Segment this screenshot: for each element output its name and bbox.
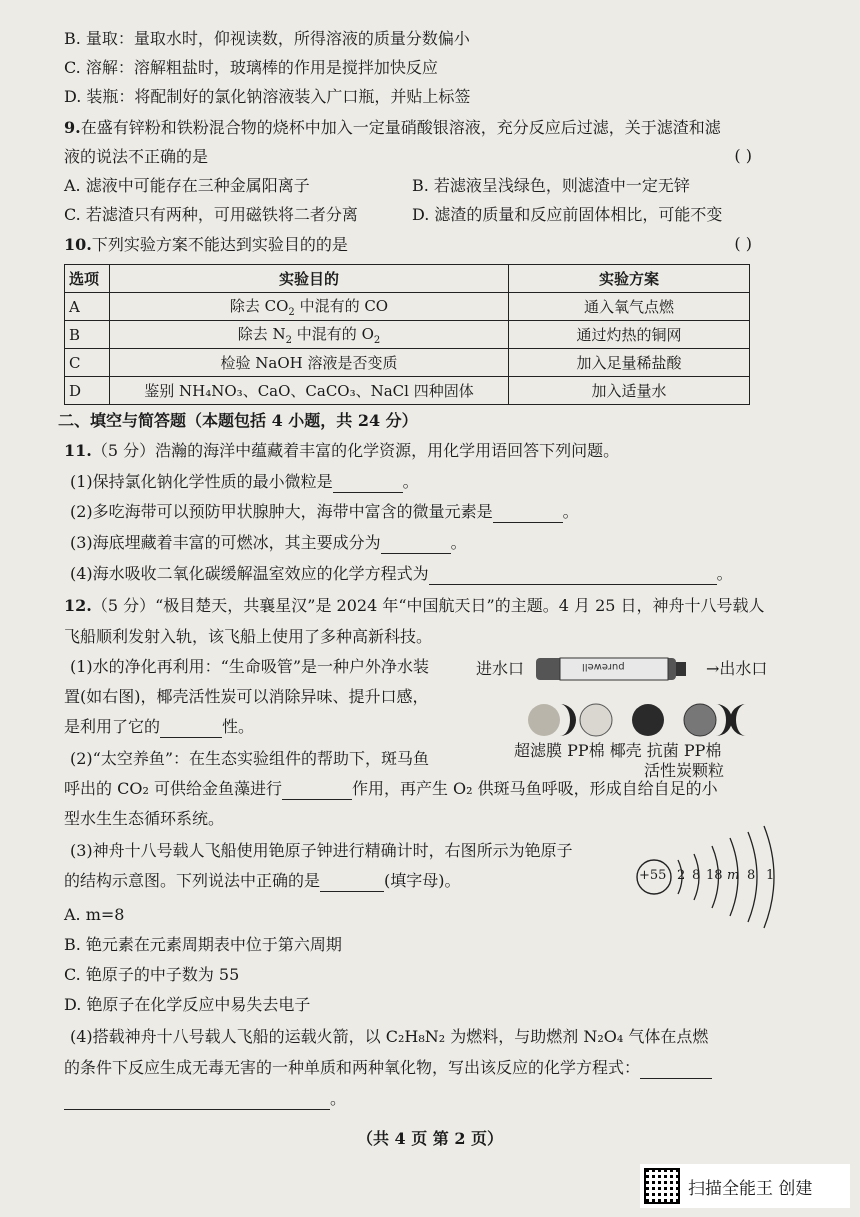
q10-stem bbox=[64, 234, 348, 256]
q12-p3-line1: (3)神舟十八号载人飞船使用铯原子钟进行精确计时，右图所示为铯原子 bbox=[70, 841, 573, 860]
arrow-right-icon: → bbox=[706, 659, 720, 678]
goal-text-post: 中混有的 O bbox=[292, 325, 374, 343]
q12-p2b: 呼出的 CO₂ 可供给金鱼藻进行 bbox=[64, 779, 282, 798]
answer-blank[interactable] bbox=[160, 721, 222, 738]
q9-answer-paren: ( ) bbox=[734, 146, 752, 165]
q12-p4-line1: (4)搭载神舟十八号载人飞船的运载火箭，以 C₂H₈N₂ 为燃料，与助燃剂 N₂O₄ 气体在点燃 bbox=[70, 1027, 709, 1046]
q11-part3 bbox=[70, 532, 467, 554]
q11-p3-text: (3)海底埋藏着丰富的可燃冰，其主要成分为 bbox=[70, 533, 381, 552]
q12-p1-line1: (1)水的净化再利用：“生命吸管”是一种户外净水装 bbox=[70, 657, 430, 676]
row-option: D bbox=[65, 377, 110, 405]
header-goal: 实验目的 bbox=[110, 265, 509, 293]
q9-option-c: C. 若滤渣只有两种，可用磁铁将二者分离 bbox=[64, 205, 358, 224]
q10-header-row bbox=[65, 265, 750, 293]
row-plan: 加入适量水 bbox=[509, 377, 750, 405]
answer-blank[interactable] bbox=[333, 476, 403, 493]
q12-p2-line2 bbox=[64, 778, 718, 800]
q12-p4-line3 bbox=[64, 1088, 346, 1110]
row-option: A bbox=[65, 293, 110, 321]
q12-p1c: 是利用了它的 bbox=[64, 717, 161, 736]
q9-option-a: A. 滤液中可能存在三种金属阳离子 bbox=[64, 176, 310, 195]
period: 。 bbox=[330, 1089, 347, 1108]
row-goal: 检验 NaOH 溶液是否变质 bbox=[110, 349, 509, 377]
goal-text-post: 中混有的 CO bbox=[294, 297, 389, 315]
table-row bbox=[65, 293, 750, 321]
q9-stem-line2: 液的说法不正确的是 bbox=[64, 147, 209, 166]
cesium-atom-diagram bbox=[632, 822, 782, 932]
q11-number: 11. bbox=[64, 441, 92, 460]
q12-stem-line1 bbox=[64, 595, 765, 617]
q12-p3-option-b: B. 铯元素在元素周期表中位于第六周期 bbox=[64, 935, 342, 954]
row-goal bbox=[110, 293, 509, 321]
row-plan: 通过灼热的铜网 bbox=[509, 321, 750, 349]
answer-blank[interactable] bbox=[282, 783, 352, 800]
q8-option-b: B. 量取：量取水时，仰视读数，所得溶液的质量分数偏小 bbox=[64, 29, 470, 48]
row-plan: 加入足量稀盐酸 bbox=[509, 349, 750, 377]
q9-option-b: B. 若滤液呈浅绿色，则滤渣中一定无锌 bbox=[412, 176, 690, 195]
shell-1: 2 bbox=[677, 868, 686, 883]
table-row bbox=[65, 321, 750, 349]
goal-sub2: 2 bbox=[373, 335, 381, 346]
straw-layer-labels: 超滤膜 PP棉 椰壳 抗菌 PP棉 bbox=[514, 741, 722, 760]
row-option: C bbox=[65, 349, 110, 377]
table-row bbox=[65, 349, 750, 377]
goal-text: 除去 CO bbox=[229, 297, 289, 315]
header-option: 选项 bbox=[65, 265, 110, 293]
page-footer: （共 4 页 第 2 页） bbox=[356, 1129, 504, 1148]
q12-p1d: 性。 bbox=[222, 717, 255, 736]
goal-text: 除去 N bbox=[237, 325, 286, 343]
q12-p2c: 作用，再产生 O₂ 供斑马鱼呼吸，形成自给自足的小 bbox=[351, 779, 718, 798]
q8-option-c: C. 溶解：溶解粗盐时，玻璃棒的作用是搅拌加快反应 bbox=[64, 58, 438, 77]
answer-blank[interactable] bbox=[493, 506, 563, 523]
period: 。 bbox=[716, 564, 733, 583]
shell-6: 1 bbox=[766, 868, 775, 883]
row-option: B bbox=[65, 321, 110, 349]
row-goal bbox=[110, 321, 509, 349]
row-goal: 鉴别 NH₄NO₃、CaO、CaCO₃、NaCl 四种固体 bbox=[110, 377, 509, 405]
q12-stem1: （5 分）“极目楚天，共襄星汉”是 2024 年“中国航天日”的主题。4 月 25 日，神舟十八号载人 bbox=[91, 596, 765, 615]
outlet-label bbox=[706, 656, 767, 679]
q11-stem-text: （5 分）浩瀚的海洋中蕴藏着丰富的化学资源，用化学用语回答下列问题。 bbox=[91, 441, 620, 460]
q8-option-d: D. 装瓶：将配制好的氯化钠溶液装入广口瓶，并贴上标签 bbox=[64, 87, 471, 106]
q12-p3-option-a: A. m=8 bbox=[64, 905, 125, 924]
q11-part1 bbox=[70, 471, 419, 493]
shell-2: 8 bbox=[692, 868, 701, 883]
q12-p3-option-d: D. 铯原子在化学反应中易失去电子 bbox=[64, 995, 311, 1014]
answer-blank[interactable] bbox=[429, 568, 717, 585]
shell-3: 18 bbox=[706, 868, 723, 883]
q12-stem-line2: 飞船顺利发射入轨，该飞船上使用了多种高新科技。 bbox=[64, 627, 433, 646]
row-plan: 通入氧气点燃 bbox=[509, 293, 750, 321]
qr-code-icon bbox=[644, 1168, 680, 1204]
q11-part4 bbox=[70, 563, 733, 585]
q12-p3b: 的结构示意图。下列说法中正确的是 bbox=[64, 871, 321, 890]
goal-sub: 2 bbox=[288, 307, 295, 318]
q12-p1-line2: 置(如右图)，椰壳活性炭可以消除异味、提升口感， bbox=[64, 687, 429, 706]
nucleus-charge: +55 bbox=[639, 868, 667, 883]
q12-p2-line1: (2)“太空养鱼”：在生态实验组件的帮助下，斑马鱼 bbox=[70, 749, 430, 768]
period: 。 bbox=[402, 472, 419, 491]
shell-5: 8 bbox=[747, 868, 756, 883]
q10-stem-text: 下列实验方案不能达到实验目的的是 bbox=[91, 235, 348, 254]
q12-p1-line3 bbox=[64, 716, 254, 738]
q9-option-d: D. 滤渣的质量和反应前固体相比，可能不变 bbox=[412, 205, 723, 224]
q10-number: 10. bbox=[64, 235, 92, 254]
answer-blank[interactable] bbox=[640, 1062, 712, 1079]
q9-number: 9. bbox=[64, 118, 81, 137]
period: 。 bbox=[562, 502, 579, 521]
q11-part2 bbox=[70, 501, 579, 523]
section-2-heading: 二、填空与简答题（本题包括 4 小题，共 24 分） bbox=[58, 411, 418, 430]
q11-stem bbox=[64, 440, 619, 462]
q12-p3-option-c: C. 铯原子的中子数为 55 bbox=[64, 965, 240, 984]
q12-p4-line2 bbox=[64, 1057, 712, 1079]
q10-answer-paren: ( ) bbox=[734, 234, 752, 253]
q11-p1-text: (1)保持氯化钠化学性质的最小微粒是 bbox=[70, 472, 333, 491]
scanner-watermark-text: 扫描全能王 创建 bbox=[688, 1178, 813, 1199]
answer-blank[interactable] bbox=[320, 875, 384, 892]
q9-stem1: 在盛有锌粉和铁粉混合物的烧杯中加入一定量硝酸银溶液，充分反应后过滤，关于滤渣和滤 bbox=[80, 118, 721, 137]
q12-p2-line3: 型水生生态循环系统。 bbox=[64, 809, 225, 828]
straw-brand: purewell bbox=[582, 661, 625, 672]
answer-blank[interactable] bbox=[64, 1093, 330, 1110]
q12-p3c: (填字母)。 bbox=[384, 871, 461, 890]
goal-sub: 2 bbox=[285, 335, 293, 346]
header-plan: 实验方案 bbox=[509, 265, 750, 293]
q11-p2-text: (2)多吃海带可以预防甲状腺肿大，海带中富含的微量元素是 bbox=[70, 502, 493, 521]
scanner-watermark bbox=[640, 1164, 850, 1208]
inlet-label: 进水口 bbox=[476, 659, 525, 678]
straw-layer-label2: 活性炭颗粒 bbox=[644, 761, 725, 780]
table-row bbox=[65, 377, 750, 405]
outlet-text: 出水口 bbox=[719, 659, 768, 678]
shell-4: m bbox=[727, 868, 740, 883]
q12-number: 12. bbox=[64, 596, 92, 615]
q12-p4b: 的条件下反应生成无毒无害的一种单质和两种氧化物，写出该反应的化学方程式： bbox=[64, 1058, 641, 1077]
q11-p4-text: (4)海水吸收二氧化碳缓解温室效应的化学方程式为 bbox=[70, 564, 429, 583]
q10-table bbox=[64, 264, 750, 405]
period: 。 bbox=[450, 533, 467, 552]
q12-p3-line2 bbox=[64, 870, 461, 892]
q9-stem-line1 bbox=[64, 117, 721, 139]
answer-blank[interactable] bbox=[381, 537, 451, 554]
